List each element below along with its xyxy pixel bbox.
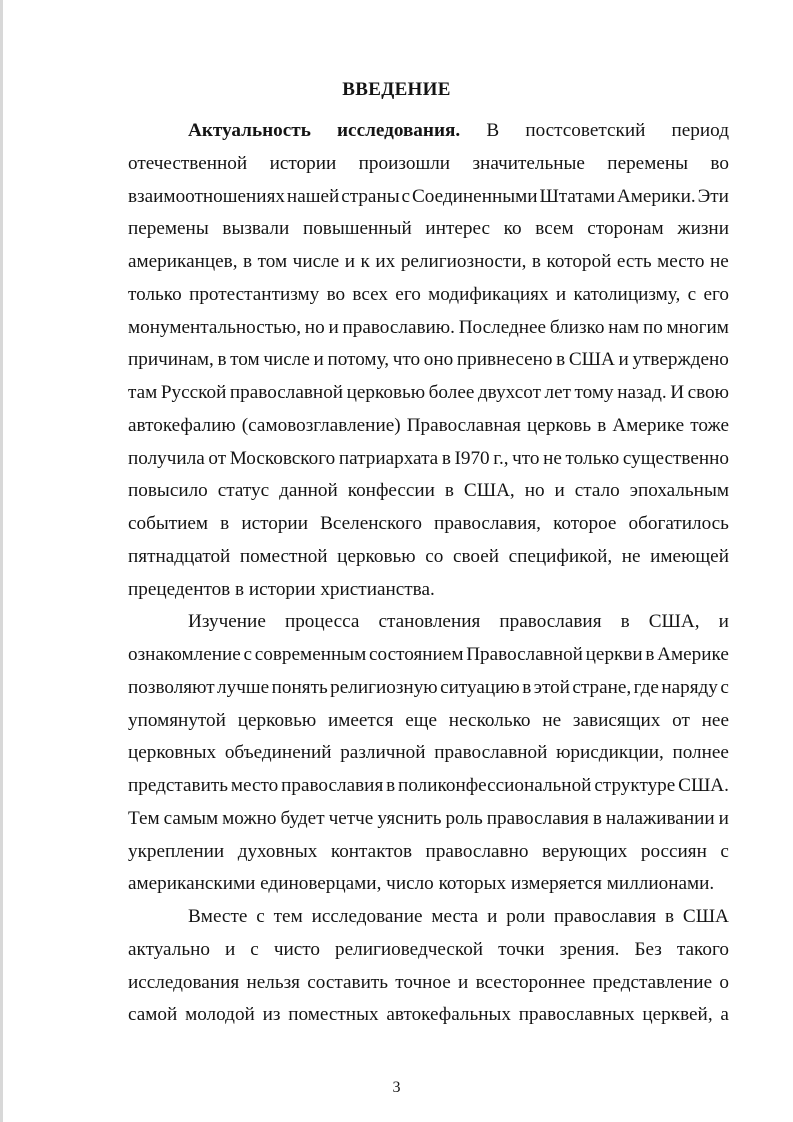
text-word: США: [682, 906, 729, 927]
text-word: только: [128, 283, 182, 305]
text-word: Эти: [697, 185, 729, 207]
text-word: есть: [616, 251, 652, 272]
text-word: Штатами: [539, 185, 615, 207]
text-word: перемены: [607, 152, 689, 174]
text-word: церкви: [585, 644, 643, 665]
text-word: из: [262, 1004, 281, 1026]
text-word: в: [620, 611, 630, 633]
text-word: модификациях: [428, 283, 549, 305]
text-word: свою: [687, 382, 729, 403]
text-word: с: [687, 283, 697, 305]
text-word: близко: [549, 316, 605, 338]
text-word: позволяют: [128, 676, 215, 698]
text-word: нельзя: [246, 971, 300, 993]
text-word: тому: [574, 382, 614, 403]
text-word: наряду: [661, 676, 718, 698]
text-word: во: [326, 283, 346, 305]
text-line: [128, 803, 729, 836]
text-line: [128, 639, 729, 672]
text-word: налаживании: [605, 807, 715, 829]
text-line: [128, 836, 729, 869]
text-word: зависящих: [572, 709, 661, 731]
text-line: [128, 344, 729, 377]
text-word: православия,: [434, 513, 541, 534]
text-word: православной: [434, 742, 548, 764]
page-number: 3: [392, 1079, 401, 1096]
text-word: причинам,: [128, 349, 214, 371]
text-word: получила: [128, 447, 205, 469]
text-word: с: [243, 644, 253, 665]
text-word: только: [565, 447, 620, 469]
text-word: место: [230, 775, 279, 796]
text-line: [128, 410, 729, 443]
text-word: Вселенского: [320, 513, 422, 534]
text-word: лучше: [217, 676, 270, 698]
text-word: привнесено: [456, 349, 553, 371]
text-word: роли: [506, 906, 546, 927]
text-word: сторонам: [587, 218, 664, 240]
page-left-edge: [0, 0, 3, 1122]
text-word: не: [543, 447, 562, 469]
text-word: своей: [452, 545, 500, 567]
text-word: от: [672, 709, 690, 731]
text-word: процесса: [284, 611, 360, 633]
text-word: состоянием: [368, 644, 464, 665]
text-word: уяснить: [377, 807, 442, 829]
text-word: жизни: [677, 218, 729, 240]
text-word: том: [257, 251, 288, 272]
text-line: [128, 279, 729, 312]
text-word: самой: [128, 1004, 178, 1026]
text-word: ситуацию: [440, 676, 520, 698]
text-word: но: [304, 316, 325, 338]
text-word: Америке: [657, 644, 729, 665]
text-word: становления: [378, 611, 481, 633]
text-word: исследования: [128, 971, 240, 993]
text-word: нее: [701, 709, 729, 731]
text-word: духовных: [237, 840, 318, 862]
text-word: Московского: [229, 447, 336, 469]
text-line: [128, 737, 729, 770]
text-word: ознакомление: [128, 644, 241, 665]
text-word: обогатилось: [628, 513, 729, 534]
text-word: перемены: [128, 218, 209, 240]
text-word: в: [645, 644, 655, 665]
text-line: [128, 213, 729, 246]
text-word: Америке: [612, 414, 685, 436]
text-word: такого: [676, 938, 729, 960]
text-line: [128, 443, 729, 476]
text-word: в: [531, 251, 541, 272]
text-word: и: [458, 971, 469, 993]
text-word: в: [597, 414, 607, 436]
text-word: всем: [535, 218, 574, 240]
text-word: католицизму,: [573, 283, 681, 305]
text-line: [128, 672, 729, 705]
text-word: назад.: [617, 382, 667, 403]
text-line: [128, 934, 729, 967]
text-word: И: [670, 382, 685, 403]
text-word: не: [542, 709, 562, 731]
text-word: можно: [222, 807, 277, 829]
text-word: и: [487, 906, 498, 927]
text-word: места: [431, 906, 479, 927]
text-word: где: [633, 676, 659, 698]
text-word: самым: [163, 807, 219, 829]
text-word: в: [386, 775, 396, 796]
text-word: молодой: [185, 1004, 255, 1026]
text-word: православной: [229, 382, 344, 403]
text-word: церковью: [237, 709, 317, 731]
text-word: В: [486, 120, 500, 141]
text-line: [128, 705, 729, 738]
text-word: том: [230, 349, 260, 371]
text-word: укреплении: [128, 840, 225, 862]
text-word: россиян: [640, 840, 707, 862]
text-word: в: [441, 447, 451, 469]
text-word: православию.: [342, 316, 455, 338]
text-line: [128, 999, 729, 1032]
text-word: его: [703, 283, 729, 305]
text-word: и: [328, 316, 339, 338]
text-word: взаимоотношениях: [128, 185, 285, 207]
text-word: представление: [592, 971, 713, 993]
text-word: православия: [553, 906, 657, 927]
text-word: упомянутой: [128, 709, 226, 731]
text-word: Последнее: [458, 316, 547, 338]
text-word: верующих: [541, 840, 628, 862]
text-line: [128, 246, 729, 279]
text-word: во: [710, 152, 729, 174]
text-word: имеющей: [650, 545, 729, 567]
text-word: автокефалию: [128, 414, 236, 436]
text-word: утверждено: [632, 349, 729, 371]
text-word: составить: [307, 971, 388, 993]
text-word: еще: [405, 709, 437, 731]
text-word: имеется: [327, 709, 394, 731]
text-line: [128, 115, 729, 148]
text-word: автокефальных: [386, 1004, 511, 1026]
text-word: по: [642, 316, 663, 338]
text-word: многим: [666, 316, 729, 338]
text-word: США.: [678, 775, 729, 796]
text-word: православия: [486, 807, 589, 829]
text-word: место: [657, 251, 705, 272]
text-word: о: [719, 971, 729, 993]
text-word: Изучение: [188, 611, 266, 633]
text-word: постсоветский: [525, 120, 646, 141]
text-word: и: [618, 349, 629, 371]
text-word: структуре: [594, 775, 676, 796]
text-word: от: [208, 447, 227, 469]
text-word: его: [395, 283, 421, 305]
text-word: истории: [269, 152, 337, 174]
text-word: которой: [546, 251, 612, 272]
text-word: монументальностью,: [128, 316, 302, 338]
text-line: [128, 967, 729, 1000]
text-word: исследование: [311, 906, 423, 927]
text-word: точное: [395, 971, 451, 993]
text-word: лет: [544, 382, 571, 403]
text-word: оно: [423, 349, 454, 371]
text-word: США,: [648, 611, 700, 633]
text-line: [128, 770, 729, 803]
text-word: и: [554, 480, 565, 502]
text-line: [128, 541, 729, 574]
text-word: актуально: [128, 938, 210, 960]
text-word: объединений: [224, 742, 332, 764]
text-line: [128, 901, 729, 934]
text-word: патриархата: [338, 447, 439, 469]
text-word: США: [568, 349, 615, 371]
text-word: в: [217, 349, 227, 371]
text-word: интерес: [425, 218, 490, 240]
text-word: в: [592, 807, 602, 829]
text-word: нашей: [286, 185, 340, 207]
text-word: с: [720, 840, 729, 862]
text-word: числе: [292, 251, 340, 272]
text-word: ко: [503, 218, 522, 240]
text-word: страны: [341, 185, 400, 207]
text-word: в: [664, 906, 674, 927]
text-line: [128, 475, 729, 508]
text-word: и: [718, 807, 729, 829]
text-word: православия: [499, 611, 602, 633]
text-word: в: [220, 513, 230, 534]
text-word: и: [555, 283, 567, 305]
text-word: пятнадцатой: [128, 545, 231, 567]
text-word: чисто: [273, 938, 321, 960]
text-line: [128, 377, 729, 410]
text-word: период: [671, 120, 729, 141]
text-word: но: [524, 480, 545, 502]
text-word: религиоведческой: [335, 938, 484, 960]
text-word: поликонфессиональной: [398, 775, 592, 796]
text-word: (самовозглавление): [241, 414, 401, 436]
text-word: церковь: [527, 414, 592, 436]
text-word: двухсот: [477, 382, 541, 403]
text-word: роль: [445, 807, 483, 829]
text-word: различной: [340, 742, 426, 764]
text-word: тоже: [690, 414, 729, 436]
text-line: американскими единоверцами, число которых измеряется миллионами.: [128, 873, 715, 895]
text-word: точки: [498, 938, 545, 960]
text-word: понять: [271, 676, 328, 698]
text-word: Тем: [128, 807, 160, 829]
text-word: православия: [281, 775, 384, 796]
text-word: США,: [463, 480, 515, 502]
text-word: поместной: [239, 545, 328, 567]
text-word: стране,: [572, 676, 632, 698]
text-word: будет: [280, 807, 325, 829]
text-word: более: [428, 382, 475, 403]
text-word: религиозности,: [400, 251, 527, 272]
text-word: и: [344, 251, 356, 272]
text-word: г.,: [493, 447, 509, 469]
text-word: числе: [263, 349, 310, 371]
text-word: в: [522, 676, 532, 698]
text-word: с: [720, 676, 729, 698]
text-word: контактов: [330, 840, 413, 862]
text-word: существенно: [622, 447, 729, 469]
text-word: несколько: [448, 709, 531, 731]
text-word: в: [243, 251, 253, 272]
text-word: церковью: [346, 382, 426, 403]
text-word: отечественной: [128, 152, 248, 174]
text-word: современным: [254, 644, 367, 665]
text-word: повышенный: [302, 218, 412, 240]
text-word: церковью: [337, 545, 416, 567]
text-word: юрисдикции,: [556, 742, 664, 764]
text-word: и: [718, 611, 729, 633]
text-word: там: [128, 382, 158, 403]
text-line: [128, 181, 729, 214]
text-word: исследования.: [337, 120, 461, 141]
body-text: [128, 115, 729, 1032]
text-word: спецификой,: [508, 545, 613, 567]
text-word: не: [710, 251, 729, 272]
text-word: их: [375, 251, 396, 272]
text-word: со: [425, 545, 444, 567]
text-line: [128, 606, 729, 639]
text-word: данной: [279, 480, 338, 502]
text-word: эпохальным: [629, 480, 729, 502]
text-word: что: [392, 349, 421, 371]
text-word: тем: [273, 906, 303, 927]
page-title: ВВЕДЕНИЕ: [342, 79, 451, 100]
text-word: с: [401, 185, 411, 207]
text-word: американцев,: [128, 251, 238, 272]
text-word: представить: [128, 775, 229, 796]
text-line: прецедентов в истории христианства.: [128, 578, 435, 600]
text-word: которое: [553, 513, 617, 534]
text-word: а: [720, 1004, 729, 1026]
text-word: конфессии: [347, 480, 435, 502]
text-word: что: [512, 447, 540, 469]
text-word: и: [224, 938, 236, 960]
text-word: I970: [454, 447, 490, 469]
text-word: статус: [217, 480, 270, 502]
text-line: [128, 312, 729, 345]
text-word: повысило: [128, 480, 208, 502]
text-word: истории: [241, 513, 308, 534]
text-word: с: [256, 906, 265, 927]
text-word: зрения.: [559, 938, 620, 960]
text-line: [128, 508, 729, 541]
text-word: Америки.: [616, 185, 696, 207]
text-word: потому,: [327, 349, 390, 371]
text-word: в: [556, 349, 566, 371]
text-word: полнее: [672, 742, 729, 764]
text-word: произошли: [358, 152, 451, 174]
text-word: этой: [533, 676, 570, 698]
text-word: Соединенными: [411, 185, 538, 207]
text-word: нам: [608, 316, 640, 338]
text-word: церквей,: [642, 1004, 713, 1026]
text-word: не: [621, 545, 641, 567]
text-word: всестороннее: [475, 971, 586, 993]
text-word: в: [444, 480, 454, 502]
text-word: вызвали: [222, 218, 290, 240]
text-word: православно: [425, 840, 529, 862]
text-word: протестантизму: [189, 283, 320, 305]
text-word: четче: [328, 807, 374, 829]
text-word: религиозную: [330, 676, 438, 698]
text-word: стало: [574, 480, 620, 502]
text-word: событием: [128, 513, 209, 534]
text-word: поместных: [288, 1004, 379, 1026]
text-word: церковных: [128, 742, 217, 764]
text-line: [128, 148, 729, 181]
text-word: к: [360, 251, 370, 272]
text-word: Русской: [160, 382, 227, 403]
text-word: и: [313, 349, 324, 371]
text-word: Вместе: [188, 906, 248, 927]
text-word: Православной: [466, 644, 583, 665]
text-word: Православная: [406, 414, 521, 436]
text-word: всех: [352, 283, 388, 305]
text-word: с: [250, 938, 259, 960]
text-word: Актуальность: [188, 120, 311, 141]
text-word: Без: [634, 938, 662, 960]
text-word: православных: [518, 1004, 635, 1026]
text-word: значительные: [472, 152, 585, 174]
